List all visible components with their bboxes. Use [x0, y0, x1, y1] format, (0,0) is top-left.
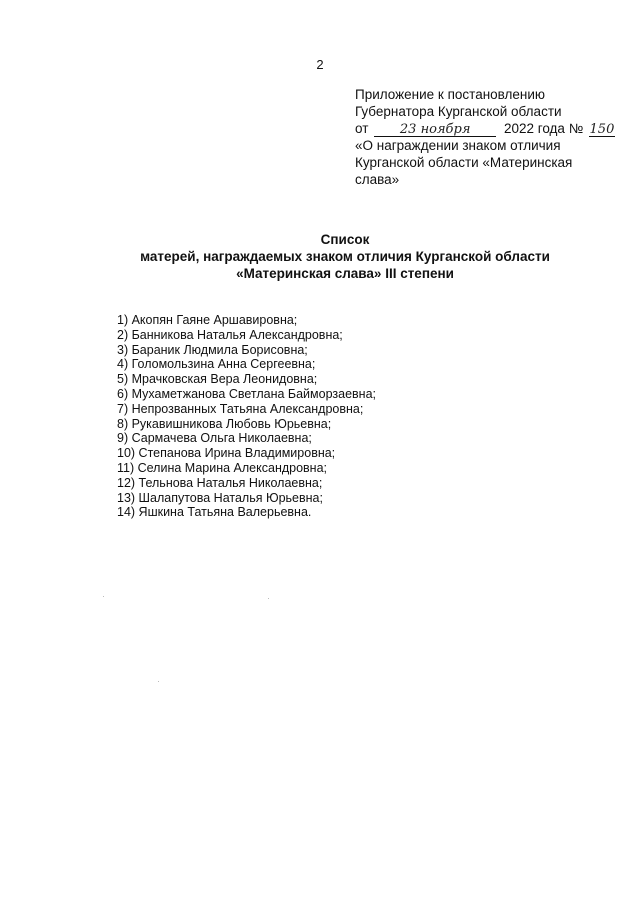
list-item: 14) Яшкина Татьяна Валерьевна. [117, 505, 312, 520]
scan-speck [158, 681, 159, 682]
list-item: 10) Степанова Ирина Владимировна; [117, 446, 336, 461]
scan-speck [268, 598, 269, 599]
title-line-2: матерей, награждаемых знаком отличия Курганской области [140, 249, 550, 264]
list-item: 8) Рукавишникова Любовь Юрьевна; [117, 416, 332, 431]
appendix-line-2: Губернатора Курганской области [355, 104, 562, 119]
appendix-line-1: Приложение к постановлению [355, 87, 546, 102]
document-title [0, 231, 640, 282]
page-number: 2 [316, 57, 324, 72]
handwritten-date: 23 ноября [374, 123, 496, 137]
date-prefix: от [355, 121, 369, 136]
list-item: 9) Сармачева Ольга Николаевна; [117, 431, 312, 446]
appendix-line-5: Курганской области «Материнская [355, 155, 573, 170]
list-item: 5) Мрачковская Вера Леонидовна; [117, 372, 318, 387]
list-item: 1) Акопян Гаяне Аршавировна; [117, 313, 298, 327]
scan-speck [103, 596, 104, 597]
list-item: 3) Бараник Людмила Борисовна; [117, 342, 308, 357]
appendix-date-line [355, 120, 625, 137]
list-item: 13) Шалапутова Наталья Юрьевна; [117, 490, 323, 505]
appendix-line-6: слава» [355, 172, 400, 187]
list-item: 4) Голомользина Анна Сергеевна; [117, 357, 316, 372]
list-item: 11) Селина Марина Александровна; [117, 460, 328, 475]
appendix-line-4: «О награждении знаком отличия [355, 138, 561, 153]
year-text: 2022 года № [503, 121, 584, 136]
list-item: 6) Мухаметжанова Светлана Байморзаевна; [117, 386, 377, 401]
title-line-1: Список [320, 232, 370, 247]
title-line-3: «Материнская слава» III степени [236, 266, 454, 281]
list-item: 2) Банникова Наталья Александровна; [117, 327, 343, 342]
appendix-header [355, 86, 625, 188]
recipients-list [117, 313, 376, 520]
handwritten-number: 150 [589, 122, 615, 137]
list-item: 12) Тельнова Наталья Николаевна; [117, 475, 323, 490]
list-item: 7) Непрозванных Татьяна Александровна; [117, 401, 364, 416]
